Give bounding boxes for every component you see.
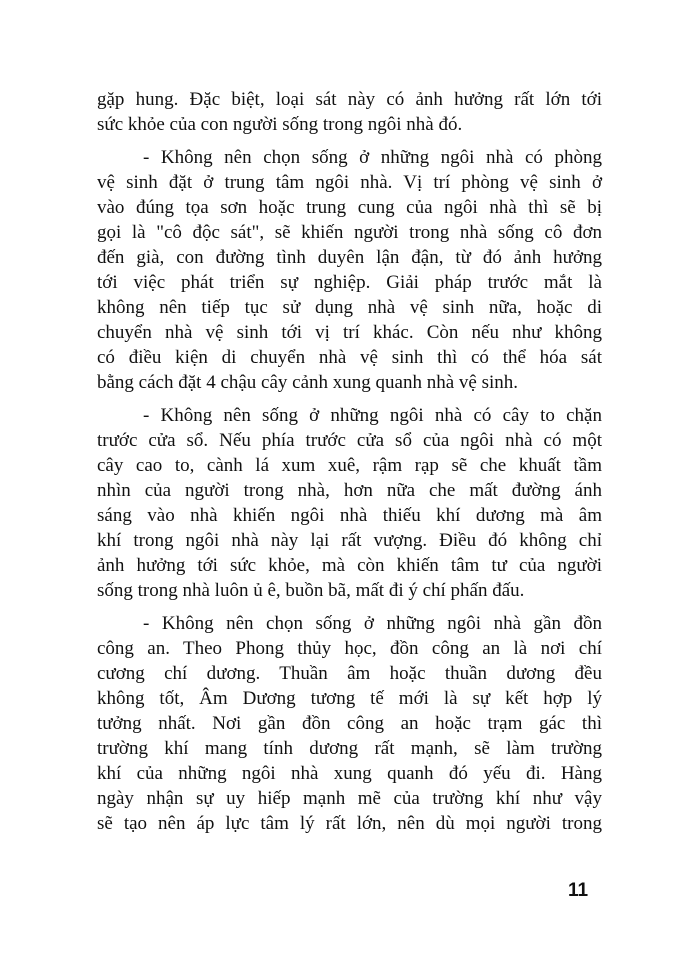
paragraph bbox=[97, 87, 602, 137]
text-line: vào đúng tọa sơn hoặc trung cung của ngôi nhà thì sẽ bị bbox=[97, 197, 602, 218]
paragraph bbox=[97, 145, 602, 395]
page-body bbox=[97, 87, 602, 844]
text-line: tưởng nhất. Nơi gần đồn công an hoặc trạm gác thì bbox=[97, 713, 602, 734]
text-line: sống trong nhà luôn ủ ê, buồn bã, mất đi ý chí phấn đấu. bbox=[97, 580, 525, 601]
text-line: ảnh hưởng tới sức khỏe, mà còn khiến tâm tư của người bbox=[97, 555, 602, 576]
text-line: bằng cách đặt 4 chậu cây cảnh xung quanh nhà vệ sinh. bbox=[97, 372, 519, 393]
page-number: 11 bbox=[568, 880, 589, 901]
text-line: - Không nên chọn sống ở những ngôi nhà có phòng bbox=[143, 147, 602, 168]
text-line: không nên tiếp tục sử dụng nhà vệ sinh nữa, hoặc di bbox=[97, 297, 602, 318]
text-line: ngày nhận sự uy hiếp mạnh mẽ của trường khí như vậy bbox=[97, 788, 602, 809]
paragraph bbox=[97, 403, 602, 603]
text-line: - Không nên sống ở những ngôi nhà có cây to chặn bbox=[143, 405, 602, 426]
text-line: vệ sinh đặt ở trung tâm ngôi nhà. Vị trí phòng vệ sinh ở bbox=[97, 172, 602, 193]
text-line: công an. Theo Phong thủy học, đồn công an là nơi chí bbox=[97, 638, 602, 659]
text-line: chuyển nhà vệ sinh tới vị trí khác. Còn nếu như không bbox=[97, 322, 602, 343]
text-line: khí trong ngôi nhà này lại rất vượng. Điều đó không chỉ bbox=[97, 530, 602, 551]
text-line: nhìn của người trong nhà, hơn nữa che mất đường ánh bbox=[97, 480, 602, 501]
text-line: khí của những ngôi nhà xung quanh đó yếu đi. Hàng bbox=[97, 763, 602, 784]
text-line: cương chí dương. Thuần âm hoặc thuần dương đều bbox=[97, 663, 602, 684]
text-line: trước cửa sổ. Nếu phía trước cửa sổ của ngôi nhà có một bbox=[97, 430, 602, 451]
text-line: đến già, con đường tình duyên lận đận, từ đó ảnh hưởng bbox=[97, 247, 602, 268]
text-line: tới việc phát triển sự nghiệp. Giải pháp trước mắt là bbox=[97, 272, 602, 293]
text-line: gặp hung. Đặc biệt, loại sát này có ảnh hưởng rất lớn tới bbox=[97, 89, 602, 110]
paragraph bbox=[97, 611, 602, 836]
text-line: không tốt, Âm Dương tương tế mới là sự kết hợp lý bbox=[97, 688, 602, 709]
text-line: trường khí mang tính dương rất mạnh, sẽ làm trường bbox=[97, 738, 602, 759]
text-line: sức khỏe của con người sống trong ngôi nhà đó. bbox=[97, 114, 463, 135]
text-line: - Không nên chọn sống ở những ngôi nhà gần đồn bbox=[143, 613, 602, 634]
text-line: cây cao to, cành lá xum xuê, rậm rạp sẽ che khuất tầm bbox=[97, 455, 602, 476]
text-line: sáng vào nhà khiến ngôi nhà thiếu khí dương mà âm bbox=[97, 505, 602, 526]
text-line: gọi là "cô độc sát", sẽ khiến người trong nhà sống cô đơn bbox=[97, 222, 602, 243]
text-line: có điều kiện di chuyển nhà vệ sinh thì có thể hóa sát bbox=[97, 347, 602, 368]
text-line: sẽ tạo nên áp lực tâm lý rất lớn, nên dù mọi người trong bbox=[97, 813, 602, 834]
